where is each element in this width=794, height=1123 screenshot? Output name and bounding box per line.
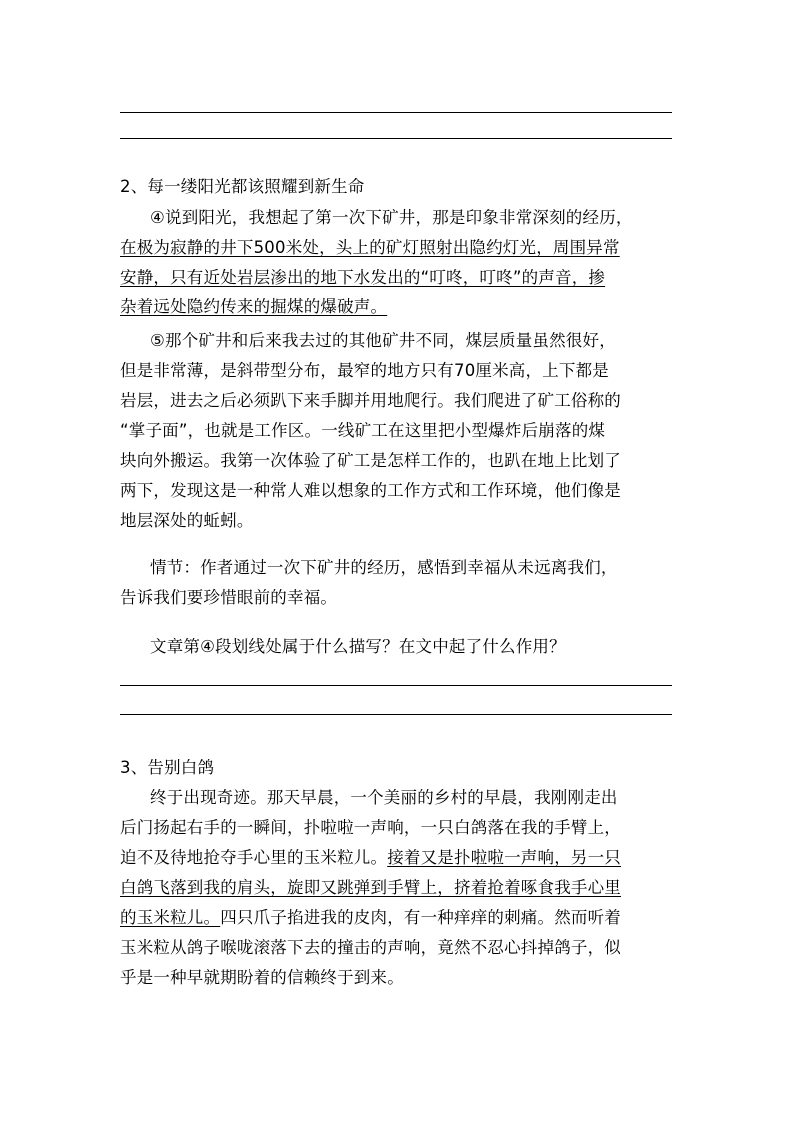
passage-underlined-text: 接着又是扑啦啦一声响，另一只 xyxy=(387,848,622,867)
paragraph-4-line: ④说到阳光，我想起了第一次下矿井，那是印象非常深刻的经历， xyxy=(150,208,633,227)
answer-line xyxy=(120,685,672,686)
plot-note-line: 情节：作者通过一次下矿井的经历，感悟到幸福从未远离我们， xyxy=(150,558,618,577)
passage-underlined-text: 的玉米粒儿。 xyxy=(120,908,221,927)
paragraph-5-line: 地层深处的蚯蚓。 xyxy=(120,511,254,530)
passage-line: 终于出现奇迹。那天早晨，一个美丽的乡村的早晨，我刚刚走出 xyxy=(150,788,618,807)
passage-line: 后门扬起右手的一瞬间，扑啦啦一声响，一只白鸽落在我的手臂上， xyxy=(120,818,621,837)
passage-line xyxy=(120,847,680,869)
answer-line xyxy=(120,714,672,715)
passage-line xyxy=(120,907,680,929)
section-3-title: 3、告别白鸽 xyxy=(120,758,215,777)
paragraph-4-underlined-line: 安静，只有近处岩层渗出的地下水发出的“叮咚，叮咚”的声音，掺 xyxy=(120,268,606,287)
paragraph-5-line: “掌子面”，也就是工作区。一线矿工在这里把小型爆炸后崩落的煤 xyxy=(120,421,606,440)
passage-line: 玉米粒从鸽子喉咙滚落下去的撞击的声响，竟然不忍心抖掉鸽子，似 xyxy=(120,938,621,957)
passage-underlined-line: 白鸽飞落到我的肩头，旋即又跳弹到手臂上，挤着抢着啄食我手心里 xyxy=(120,878,621,897)
passage-text: 迫不及待地抢夺手心里的玉米粒儿。 xyxy=(120,848,388,867)
passage-text: 四只爪子掐进我的皮肉，有一种痒痒的刺痛。然而听着 xyxy=(220,908,622,927)
paragraph-5-line: 块向外搬运。我第一次体验了矿工是怎样工作的，也趴在地上比划了 xyxy=(120,451,621,470)
answer-line xyxy=(120,138,672,139)
paragraph-5-line: 但是非常薄，是斜带型分布，最窄的地方只有70厘米高，上下都是 xyxy=(120,361,609,380)
passage-line: 乎是一种早就期盼着的信赖终于到来。 xyxy=(120,968,404,987)
paragraph-5-line: 两下，发现这是一种常人难以想象的工作方式和工作环境，他们像是 xyxy=(120,481,621,500)
answer-line xyxy=(120,112,672,113)
paragraph-4-underlined-line: 在极为寂静的井下500米处，头上的矿灯照射出隐约灯光，周围异常 xyxy=(120,238,620,257)
plot-note-line: 告诉我们要珍惜眼前的幸福。 xyxy=(120,588,338,607)
paragraph-5-line: ⑤那个矿井和后来我去过的其他矿井不同，煤层质量虽然很好， xyxy=(150,331,616,350)
paragraph-4-underlined-line: 杂着远处隐约传来的掘煤的爆破声。 xyxy=(120,297,388,316)
paragraph-5-line: 岩层，进去之后必须趴下来手脚并用地爬行。我们爬进了矿工俗称的 xyxy=(120,391,621,410)
question-text: 文章第④段划线处属于什么描写？在文中起了什么作用？ xyxy=(150,637,566,656)
section-2-title: 2、每一缕阳光都该照耀到新生命 xyxy=(120,177,365,196)
